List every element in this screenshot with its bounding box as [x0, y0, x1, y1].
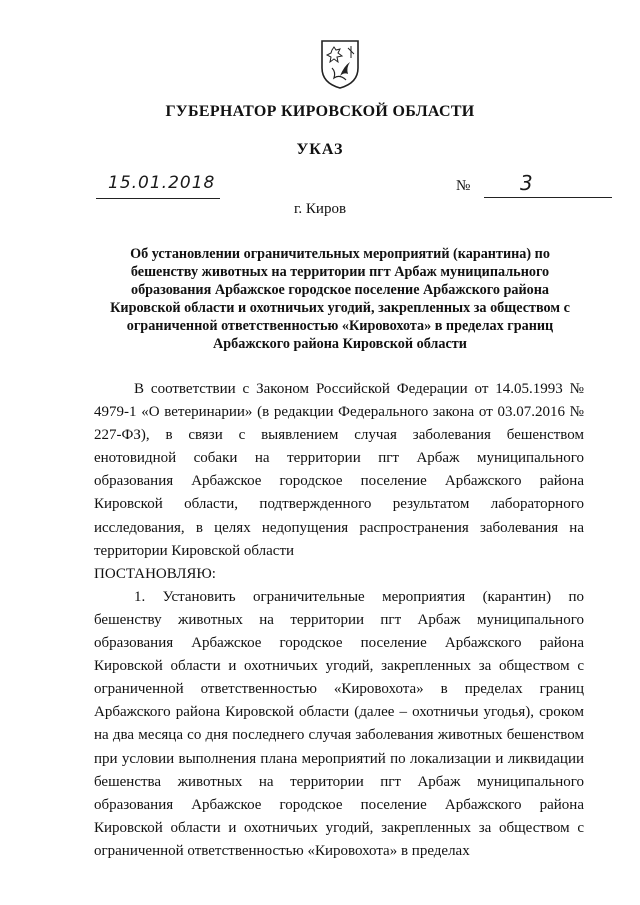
decree-date-field [96, 173, 220, 199]
decree-date: 15.01.2018 [108, 173, 216, 193]
number-underline [484, 197, 612, 198]
document-type: УКАЗ [296, 141, 344, 158]
coat-of-arms-icon [318, 38, 362, 90]
issue-city: г. Киров [293, 201, 347, 217]
decree-subject: Об установлении ограничительных мероприятий (карантина) по бешенству животных на территории пгт Арбаж муниципального образования Арбажское городское поселение Арбажского района Кировской области и охотничьих угодий, закрепленных за обществом с ограниченной ответственностью «Кировохота» в пределах границ Арбажского района Кировской области [110, 246, 570, 352]
number-sign: № [456, 178, 471, 194]
item-1-paragraph: 1. Установить ограничительные мероприятия (карантин) по бешенству животных на территории пгт Арбаж муниципального образования Арбажское городское поселение Арбажского района Кировской области и охотничьих угодий, закрепленных за обществом с ограниченной ответственностью «Кировохота» в пределах границ Арбажского района Кировской области (далее – охотничьи угодья), сроком на два месяца со дня последнего случая заболевания животных бешенством при условии выполнения плана мероприятий по локализации и ликвидации бешенства животных на территории пгт Арбаж муниципального образования Арбажское городское поселение Арбажского района Кировской области и охотничьих угодий, закрепленных за обществом с ограниченной ответственностью «Кировохота» в пределах [94, 588, 584, 859]
decree-number: 3 [520, 171, 533, 195]
preamble-paragraph: В соответствии с Законом Российской Федерации от 14.05.1993 № 4979-1 «О ветеринарии» (в редакции Федерального закона от 03.07.2016 № 227-ФЗ), в связи с выявлением случая заболевания бешенством енотовидной собаки на территории пгт Арбаж муниципального образования Арбажское городское поселение Арбажского района Кировской области, подтвержденного результатом лабораторного исследования, в целях недопущения распространения заболевания на территории Кировской области [94, 381, 584, 559]
decree-body [94, 378, 584, 863]
issuing-authority: ГУБЕРНАТОР КИРОВСКОЙ ОБЛАСТИ [165, 103, 475, 120]
resolve-heading: ПОСТАНОВЛЯЮ: [94, 565, 216, 582]
decree-number-field [456, 171, 612, 198]
